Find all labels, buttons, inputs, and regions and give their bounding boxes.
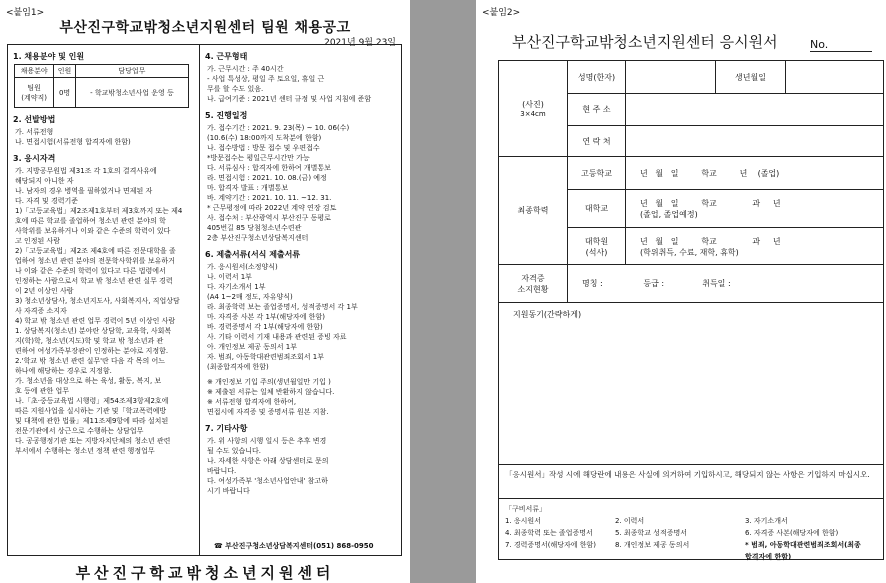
attachment-item: 4. 최종학력 또는 졸업증명서 [505, 529, 593, 537]
attachment-tag: <붙임2> [482, 8, 521, 18]
high-school-field[interactable]: 년 월 일 학교 년 (졸업) [625, 157, 883, 189]
text-line: 해당되지 아니한 자 [15, 177, 74, 185]
text-line: 나. 이력서 1부 [207, 273, 252, 281]
text-line: 사. 접수처 : 부산광역시 부산진구 동평로 [207, 214, 331, 222]
text-line: 다. 공공행정기관 또는 지방자치단체의 청소년 관련 [15, 437, 171, 445]
attachments-list [505, 515, 877, 563]
address-field[interactable] [625, 93, 883, 125]
text-line: 나. 접수방법 : 방문 접수 및 우편접수 [207, 144, 320, 152]
university-line1: 년 월 일 학교 과 년 [640, 198, 781, 208]
personal-info-row [499, 61, 883, 157]
text-line: 인정하는 사람으로서 학교 밖 청소년 관련 실무 경력 [15, 277, 173, 285]
notice-title: 부산진구학교밖청소년지원센터 팀원 채용공고 [59, 20, 351, 36]
contact-field[interactable] [625, 125, 883, 157]
name-label: 성명(한자) [567, 61, 625, 93]
text-line: 사학위를 보유하거나 이와 같은 수준의 학력이 있다 [15, 227, 171, 235]
text-line: 호에 따른 학교를 졸업하여 청소년 관련 분야의 학 [15, 217, 166, 225]
text-line: 라. 최종학력 보는 졸업증명서, 성적증명서 각 1부 [207, 303, 358, 311]
work-lines [200, 64, 401, 104]
etc-lines [200, 436, 401, 496]
text-line: 나.「초·중등교육법 시행령」제54조제3항제2호에 [15, 397, 169, 405]
text-line: ※ 서류전형 합격자에 한하여, [207, 398, 297, 406]
address-label: 현 주 소 [567, 93, 625, 125]
text-line: 라. 면접시험 : 2021. 10. 08.(금) 예정 [207, 174, 327, 182]
text-line: 및 대책에 관한 법률」제11조제9항에 따라 설치된 [15, 417, 169, 425]
text-line: 다. 자격 및 경력기준 [15, 197, 78, 205]
text-line: 업하여 청소년 관련 분야의 전문학사학위를 보유하거 [15, 257, 175, 265]
text-line: 1. 상담복지(청소년) 분야란 상담학, 교육학, 사회복 [15, 327, 172, 335]
university-field[interactable] [625, 189, 883, 227]
certificate-field[interactable]: 명칭 : 등급 : 취득일 : [567, 265, 883, 302]
text-line: 바. 경력증명서 각 1부(해당자에 한함) [207, 323, 323, 331]
text-line: 사 자격증 소지자 [15, 307, 67, 315]
document-lines [200, 262, 401, 417]
attachment-item: 8. 개인정보 제공 동의서 [615, 541, 690, 549]
text-line: 4) 학교 밖 청소년 관련 업무 경력이 5년 이상인 사람 [15, 317, 176, 325]
attachments-title: 「구비서류」 [505, 505, 547, 513]
text-line: 2.'학교 밖 청소년 관련 실무'란 다음 각 목의 어느 [15, 357, 166, 365]
text-line: 2층 부산진구청소년상담복지센터 [207, 234, 309, 242]
table-cell: 0명 [54, 78, 76, 108]
text-line: 이 2년 이상인 사람 [15, 287, 74, 295]
positions-table [14, 64, 189, 108]
name-field[interactable] [625, 61, 715, 93]
graduate-label: 대학원 (석사) [567, 227, 625, 265]
text-line: 마. 합격자 발표 : 개별통보 [207, 184, 289, 192]
center-name-footer: 부산진구학교밖청소년지원센터 [75, 564, 335, 582]
university-label: 대학교 [567, 189, 625, 227]
section-heading-selection: 2. 선발방법 [13, 115, 56, 124]
section-heading-work: 4. 근무형태 [205, 52, 248, 61]
text-line: 가. 서류전형 [15, 128, 54, 136]
application-form-page [476, 0, 886, 583]
text-line: 405번길 85 당첨청소년수련관 [207, 224, 302, 232]
application-form [498, 60, 884, 560]
attachment-item: 3. 자기소개서 [745, 517, 788, 525]
text-line: *방문접수는 평일근무시간만 가능 [207, 154, 310, 162]
text-line: 가. 청소년을 대상으로 하는 육성, 활동, 복지, 보 [15, 377, 162, 385]
text-line: 무를 할 수도 있음. [207, 85, 264, 93]
table-header: 인원 [54, 65, 76, 78]
notice-row [499, 465, 883, 499]
attachment-item: 6. 자격증 사본(해당자에 한함) [745, 529, 839, 537]
text-line: 가. 응시원서(소정양식) [207, 263, 278, 271]
text-line: 따른 지원사업을 실시하는 기관 및「학교폭력예방 [15, 407, 167, 415]
text-line: 가. 근무시간 : 주 40시간 [207, 65, 284, 73]
university-line2: (졸업, 졸업예정) [640, 209, 698, 219]
table-cell: - 학교밖청소년사업 운영 등 [75, 78, 188, 108]
text-line: 나. 남자의 경우 병역을 필하였거나 면제된 자 [15, 187, 153, 195]
schedule-lines [200, 123, 401, 243]
attachment-item: 5. 최종학교 성적증명서 [615, 529, 687, 537]
selection-lines [8, 127, 199, 147]
certificate-label: 자격증 소지현황 [517, 273, 549, 294]
text-line: 부서에서 수행하는 청소년 정책 관련 행정업무 [15, 447, 155, 455]
section-heading-etc: 7. 기타사항 [205, 424, 248, 433]
contact-label: 연 락 처 [567, 125, 625, 157]
text-line: (A4 1~2매 정도, 자유양식) [207, 293, 293, 301]
text-line: 전문기관에서 상근으로 수행하는 상담업무 [15, 427, 144, 435]
text-line: 가. 위 사항의 시행 일시 등은 추후 변경 [207, 437, 327, 445]
text-line: 자. 범죄, 아동학대관련범죄조회서 1부 [207, 353, 325, 361]
birth-label: 생년월일 [715, 61, 785, 93]
section-heading-positions: 1. 채용분야 및 인원 [13, 52, 85, 61]
attachment-item: 1. 응시원서 [505, 517, 541, 525]
contact-phone: ☎ 부산진구청소년상담복지센터(051) 868-0950 [214, 542, 374, 550]
text-line: 나. 면접시험(서류전형 합격자에 한함) [15, 138, 131, 146]
attachment-item: 7. 경력증명서(해당자에 한함) [505, 541, 596, 549]
form-title: 부산진구학교밖청소년지원센터 응시원서 [512, 33, 778, 51]
motive-row[interactable] [499, 303, 883, 465]
text-line: 사. 기타 이력서 기재 내용과 관련된 증빙 자료 [207, 333, 347, 341]
birth-field[interactable] [785, 61, 883, 93]
graduate-field[interactable] [625, 227, 883, 265]
recruitment-notice-page [0, 0, 410, 583]
text-line: 고 인정된 사람 [15, 237, 61, 245]
text-line: (최종합격자에 한함) [207, 363, 269, 371]
text-line: * 근무평정에 따라 2022년 계약 연장 검토 [207, 204, 337, 212]
table-header: 채용분야 [15, 65, 54, 78]
text-line: 호 등에 관한 업무 [15, 387, 70, 395]
table-cell: 팀원 (계약직) [15, 78, 54, 108]
text-line: 될 수도 있습니다. [207, 447, 262, 455]
text-line: 나. 자세한 사항은 아래 상담센터로 문의 [207, 457, 329, 465]
text-line: 다. 여성가족부 '청소년사업안내' 참고하 [207, 477, 328, 485]
text-line: 나. 급여기준 : 2021년 센터 규정 및 사업 지침에 준함 [207, 95, 372, 103]
text-line: 바랍니다. [207, 467, 237, 475]
photo-label: (사진) [522, 100, 544, 109]
text-line: 시기 바랍니다 [207, 487, 250, 495]
qualification-lines [8, 166, 199, 456]
graduate-line1: 년 월 일 학교 과 년 [640, 236, 781, 246]
text-line: 가. 접수기간 : 2021. 9. 23(목) ~ 10. 06(수) [207, 124, 350, 132]
table-header: 담당업무 [75, 65, 188, 78]
high-school-label: 고등학교 [567, 157, 625, 189]
text-line: 면접시에 자격증 및 증명서류 원본 지참. [207, 408, 329, 416]
text-line: 2)「고등교육법」제2조 제4호에 따른 전문대학을 졸 [15, 247, 176, 255]
text-line: 마. 자격증 사본 각 1부(해당자에 한함) [207, 313, 325, 321]
attachment-tag: <붙임1> [6, 8, 45, 18]
form-number: No. [810, 38, 872, 52]
text-line: 아. 개인정보 제공 동의서 1부 [207, 343, 297, 351]
notice-date: 2021년 9월 23일 [324, 38, 396, 48]
graduate-line2: (학위취득, 수료, 재학, 휴학) [640, 247, 739, 257]
text-line: 련하여 여성가족부장관이 인정하는 분야로 지정함. [15, 347, 169, 355]
attachments-row [499, 499, 883, 559]
text-line: ※ 개인정보 기입 주의(생년월일만 기입 ) [207, 378, 331, 386]
text-line: 바. 계약기간 : 2021. 10. 11. ~12. 31. [207, 194, 332, 202]
education-label: 최종학력 [517, 206, 549, 215]
text-line: 나 이와 같은 수준의 학력이 있다고 다른 법령에서 [15, 267, 166, 275]
notice-right-column [200, 44, 402, 556]
text-line: (10.6(수) 18:00까지 도착분에 한함) [207, 134, 322, 142]
motive-label: 지원동기(간략하게) [513, 310, 582, 319]
text-line: 1)「고등교육법」제2조제1호부터 제3호까지 또는 제4 [15, 207, 183, 215]
section-heading-documents: 6. 제출서류(서식 제출서류 [205, 250, 301, 259]
notice-left-column [7, 44, 200, 556]
text-line: 하나에 해당하는 경우로 지정함. [15, 367, 112, 375]
text-line: 다. 서류심사 : 합격자에 한하여 개별통보 [207, 164, 331, 172]
certificate-row [499, 265, 883, 303]
attachment-item: * 범죄, 아동학대관련범죄조회서(최종합격자에 한함) [745, 541, 861, 561]
text-line: 지(학)학, 청소년(지도)학 및 학교 밖 청소년과 관 [15, 337, 164, 345]
text-line: 다. 자기소개서 1부 [207, 283, 266, 291]
text-line: 3) 청소년상담사, 청소년지도사, 사회복지사, 직업상담 [15, 297, 180, 305]
education-row [499, 157, 883, 265]
photo-box[interactable] [499, 61, 567, 156]
text-line: 가. 지방공무원법 제31조 각 1호의 결격사유에 [15, 167, 157, 175]
section-heading-schedule: 5. 진행일정 [205, 111, 248, 120]
form-notice: 「응시원서」작성 시에 해당란에 내용은 사실에 의거하여 기입하시고, 해당되지 않는 사항은 기입하지 마십시오. [505, 470, 870, 479]
text-line: - 사업 특성상, 평일 주 토요일, 휴일 근 [207, 75, 325, 83]
photo-size: 3×4cm [520, 110, 546, 118]
section-heading-qualification: 3. 응시자격 [13, 154, 56, 163]
attachment-item: 2. 이력서 [615, 517, 645, 525]
text-line: ※ 제출된 서류는 일체 반환하지 않습니다. [207, 388, 335, 396]
